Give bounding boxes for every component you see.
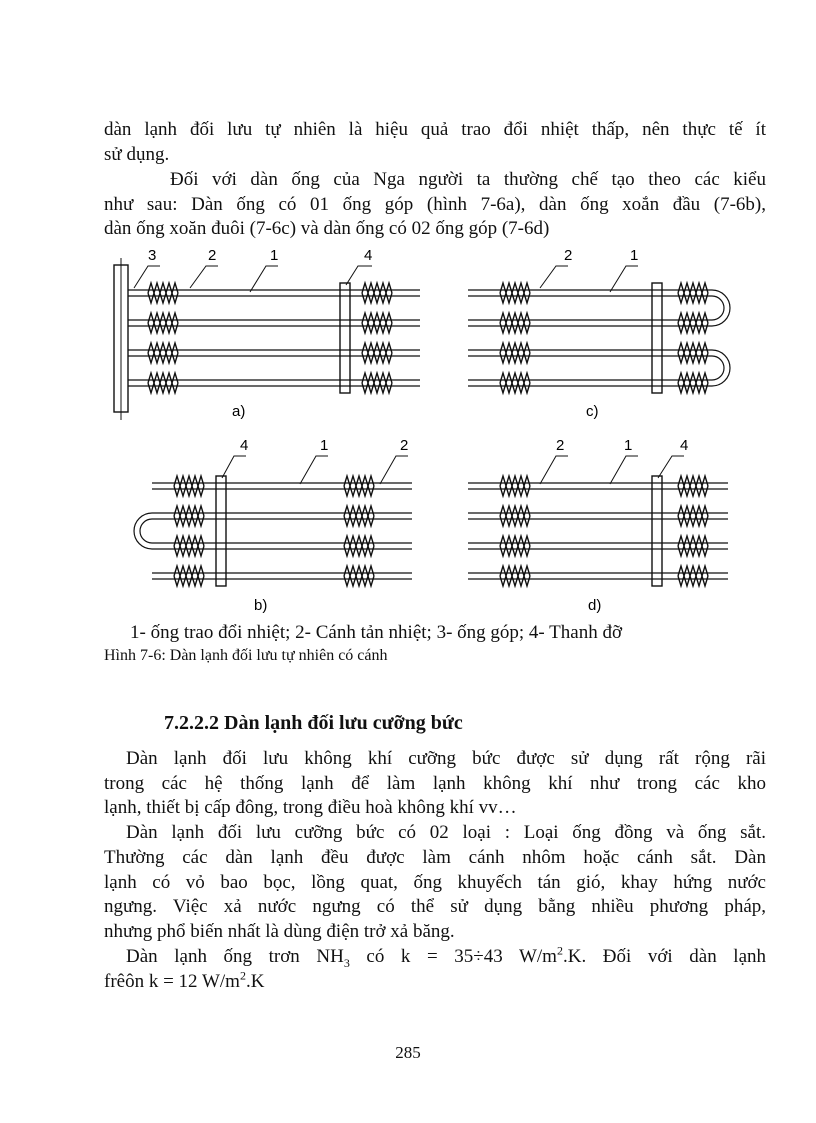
callout-d-2: 2 [556,437,565,454]
body-line-2: trong các hệ thống lạnh để làm lạnh không khí như trong các kho [104,773,766,794]
formula-subscript: 3 [343,955,350,970]
callout-a-1: 1 [270,247,279,264]
body-line-1: Dàn lạnh đối lưu không khí cưỡng bức được sử dụng rất rộng rãi [126,748,766,769]
intro-line-5: dàn ống xoăn đuôi (7-6c) và dàn ống có 02 ống góp (7-6d) [104,218,550,239]
intro-line-3: Đối với dàn ống của Nga người ta thường chế tạo theo các kiểu [170,169,766,190]
callout-c-2: 2 [564,247,573,264]
body-line-6: lạnh có vỏ bao bọc, lồng quat, ống khuyếch tán gió, khay hứng nước [104,872,766,893]
formula-line-1 [126,943,766,970]
figure-legend: 1- ống trao đổi nhiệt; 2- Cánh tản nhiệt; 3- ống góp; 4- Thanh đỡ [130,622,623,643]
callout-a-3: 3 [148,247,157,264]
formula-superscript: 2 [239,968,246,983]
figure-caption: Hình 7-6: Dàn lạnh đối lưu tự nhiên có cánh [104,647,388,664]
body-line-4: Dàn lạnh đối lưu cưỡng bức có 02 loại : Loại ống đồng và ống sắt. [126,822,766,843]
callout-d-1: 1 [624,437,633,454]
formula-text: Dàn lạnh ống trơn NH [126,946,344,967]
formula-text: có k = 35÷43 W/m [349,946,557,967]
body-line-8: nhưng phổ biến nhất là dùng điện trở xả băng. [104,921,455,942]
callout-b-2: 2 [400,437,409,454]
panel-c-label: c) [586,403,599,420]
panel-a [114,247,420,420]
formula-text: .K [245,971,265,992]
figure-7-6 [100,240,780,625]
panel-b [134,437,412,614]
intro-line-2: sử dụng. [104,144,170,165]
intro-line-1: dàn lạnh đối lưu tự nhiên là hiệu quả trao đổi nhiệt thấp, nên thực tế ít [104,119,766,140]
panel-d [468,437,728,614]
intro-line-4: như sau: Dàn ống có 01 ống góp (hình 7-6a), dàn ống xoắn đầu (7-6b), [104,194,766,215]
callout-b-1: 1 [320,437,329,454]
body-line-7: ngưng. Việc xả nước ngưng có thể sử dụng bằng nhiều phương pháp, [104,896,766,917]
callout-c-1: 1 [630,247,639,264]
panel-b-label: b) [254,597,268,614]
formula-text: .K. Đối với dàn lạnh [562,946,766,967]
panel-a-label: a) [232,403,246,420]
formula-line-2 [104,968,766,993]
body-line-5: Thường các dàn lạnh đều được làm cánh nhôm hoặc cánh sắt. Dàn [104,847,766,868]
callout-d-4: 4 [680,437,689,454]
body-line-3: lạnh, thiết bị cấp đông, trong điều hoà không khí vv… [104,797,517,818]
formula-superscript: 2 [556,943,563,958]
section-heading: 7.2.2.2 Dàn lạnh đối lưu cưỡng bức [164,712,463,734]
callout-b-4: 4 [240,437,249,454]
callout-a-2: 2 [208,247,217,264]
callout-a-4: 4 [364,247,373,264]
page-number: 285 [395,1043,421,1062]
panel-c [468,247,730,420]
formula-text: frêôn k = 12 W/m [104,971,240,992]
panel-d-label: d) [588,597,602,614]
